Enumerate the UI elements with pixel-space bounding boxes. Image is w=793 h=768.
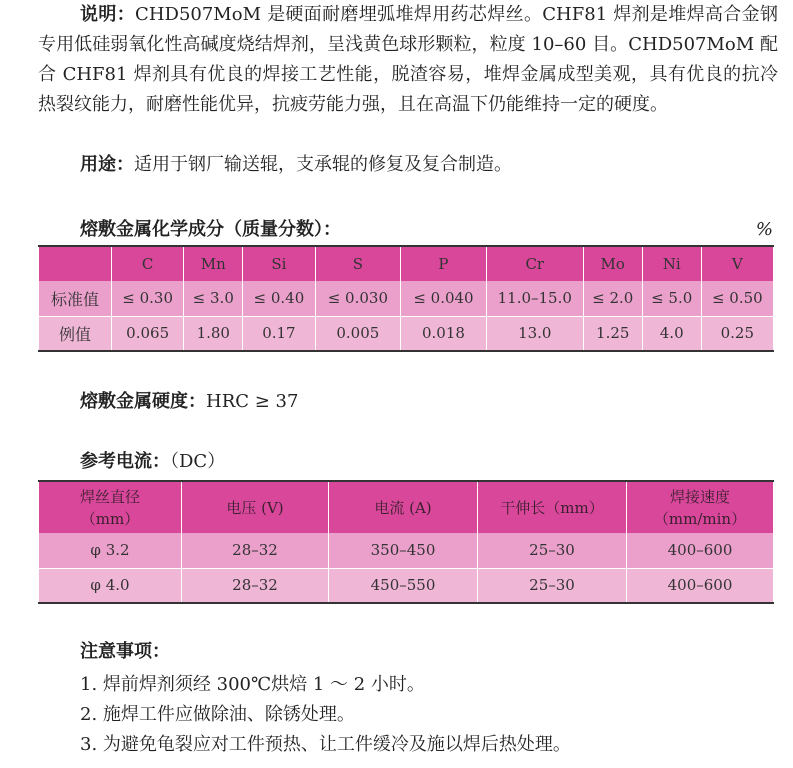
composition-unit: %	[755, 219, 773, 240]
table-cell: ≤ 0.040	[401, 281, 487, 316]
header-cell	[39, 481, 182, 533]
table-cell: 450–550	[329, 568, 478, 603]
table-cell: 0.065	[112, 316, 184, 351]
element-header: C	[112, 246, 184, 281]
current-label: 参考电流：	[80, 451, 170, 472]
element-header: Cr	[486, 246, 583, 281]
table-cell: 4.0	[642, 316, 701, 351]
header-line: （mm/min）	[653, 509, 747, 528]
table-cell: 350–450	[329, 533, 478, 568]
table-cell: ≤ 5.0	[642, 281, 701, 316]
note-item: 2. 施焊工件应做除油、除锈处理。	[80, 704, 355, 725]
usage-label: 用途：	[80, 154, 134, 175]
header-line: 焊接速度	[669, 487, 730, 506]
table-cell: ≤ 0.30	[112, 281, 184, 316]
row-label: 例值	[39, 316, 112, 351]
table-cell: φ 3.2	[39, 533, 182, 568]
table-cell: ≤ 0.50	[701, 281, 773, 316]
header-cell	[329, 481, 478, 533]
header-cell	[627, 481, 774, 533]
header-cell	[478, 481, 627, 533]
usage-text: 适用于钢厂输送辊，支承辊的修复及复合制造。	[134, 154, 512, 175]
element-header: Mo	[583, 246, 642, 281]
table-cell: 11.0–15.0	[486, 281, 583, 316]
hardness-value: HRC ≥ 37	[206, 391, 299, 412]
current-type: （DC）	[170, 451, 226, 472]
description-label: 说明：	[80, 4, 136, 25]
current-header-row	[39, 481, 774, 533]
header-line: 电压 (V)	[226, 498, 284, 517]
note-item: 3. 为避免龟裂应对工件预热、让工件缓冷及施以焊后热处理。	[80, 734, 571, 755]
table-cell: 28–32	[182, 568, 329, 603]
usage-paragraph	[38, 150, 778, 180]
table-cell: 0.17	[243, 316, 315, 351]
header-line: （mm）	[80, 509, 140, 528]
composition-corner-cell	[39, 246, 112, 281]
table-cell: ≤ 0.030	[315, 281, 401, 316]
element-header: S	[315, 246, 401, 281]
header-line: 焊丝直径	[79, 487, 140, 506]
table-cell: 400–600	[627, 568, 774, 603]
element-header: Si	[243, 246, 315, 281]
current-table	[38, 480, 774, 604]
table-cell: 25–30	[478, 568, 627, 603]
table-cell: φ 4.0	[39, 568, 182, 603]
element-header: Mn	[184, 246, 243, 281]
table-cell: 28–32	[182, 533, 329, 568]
table-cell: 13.0	[486, 316, 583, 351]
table-cell: 0.25	[701, 316, 773, 351]
table-cell: ≤ 3.0	[184, 281, 243, 316]
composition-header-row	[39, 246, 774, 281]
table-row	[39, 568, 774, 603]
table-row	[39, 533, 774, 568]
table-cell: 1.25	[583, 316, 642, 351]
table-cell: 0.018	[401, 316, 487, 351]
table-cell: 1.80	[184, 316, 243, 351]
table-cell: 400–600	[627, 533, 774, 568]
note-item: 1. 焊前焊剂须经 300℃烘焙 1 ～ 2 小时。	[80, 674, 425, 695]
composition-table	[38, 245, 774, 352]
header-cell	[182, 481, 329, 533]
header-line: 干伸长（mm）	[500, 498, 604, 517]
composition-title: 熔敷金属化学成分（质量分数）：	[80, 219, 341, 240]
table-cell: 0.005	[315, 316, 401, 351]
table-cell: 25–30	[478, 533, 627, 568]
row-label: 标准值	[39, 281, 112, 316]
notes-title: 注意事项：	[80, 641, 170, 662]
table-cell: ≤ 0.40	[243, 281, 315, 316]
hardness-label: 熔敷金属硬度：	[80, 391, 206, 412]
element-header: V	[701, 246, 773, 281]
hardness-line	[80, 390, 298, 414]
description-text: CHD507MoM 是硬面耐磨埋弧堆焊用药芯焊丝。CHF81 焊剂是堆焊高合金钢专用低硅弱氧化性高碱度烧结焊剂，呈浅黄色球形颗粒，粒度 10–60 目。CHD507MoM 配合 CHF81 焊剂具有优良的焊接工艺性能，脱渣容易，堆焊金属成型美观，具有优良的抗冷热裂纹能力，耐磨性能优异，抗疲劳能力强，且在高温下仍能维持一定的硬度。	[38, 4, 778, 115]
current-title	[80, 450, 225, 474]
element-header: Ni	[642, 246, 701, 281]
description-paragraph	[38, 0, 778, 120]
table-cell: ≤ 2.0	[583, 281, 642, 316]
element-header: P	[401, 246, 487, 281]
table-row	[39, 281, 774, 316]
header-line: 电流 (A)	[374, 498, 432, 517]
table-row	[39, 316, 774, 351]
